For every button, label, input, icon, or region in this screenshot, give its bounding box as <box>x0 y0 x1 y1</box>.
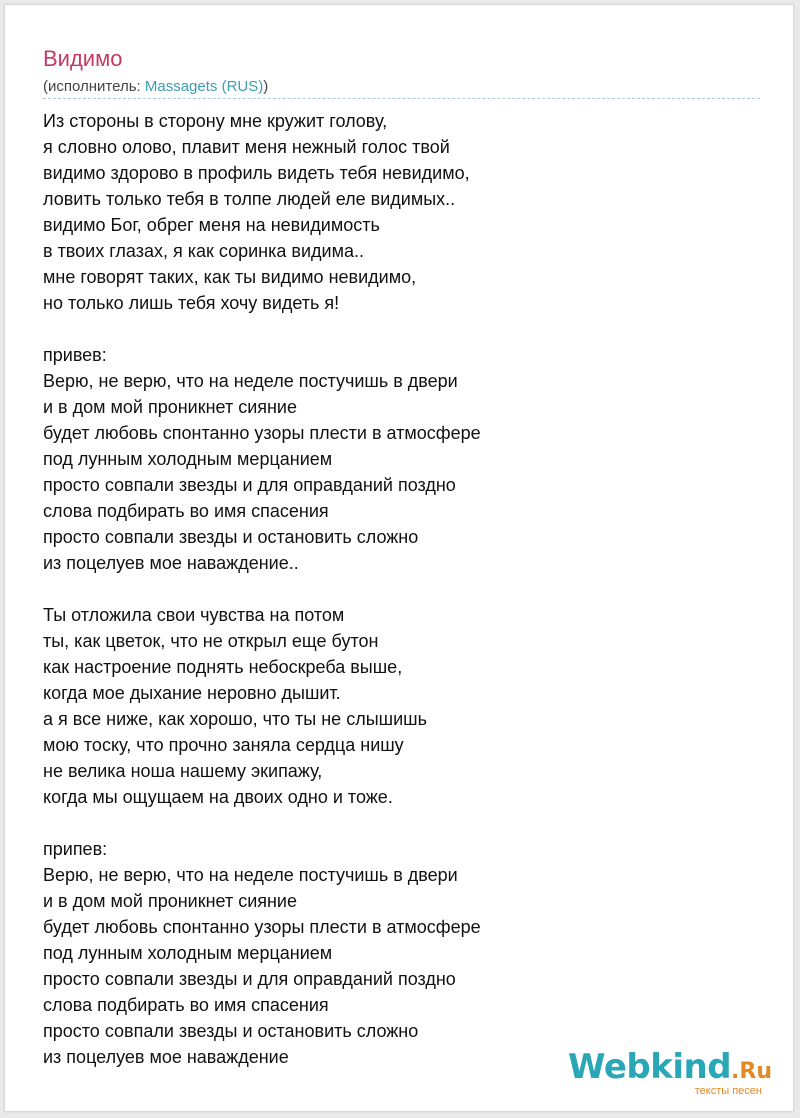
lyric-line: и в дом мой проникнет сияние <box>43 397 297 417</box>
lyric-line: Верю, не верю, что на неделе постучишь в двери <box>43 865 458 885</box>
lyric-line: и в дом мой проникнет сияние <box>43 891 297 911</box>
lyric-line: ты, как цветок, что не открыл еще бутон <box>43 631 379 651</box>
lyric-line: видимо здорово в профиль видеть тебя невидимо, <box>43 163 470 183</box>
lyric-line: слова подбирать во имя спасения <box>43 501 329 521</box>
lyric-line: мне говорят таких, как ты видимо невидимо, <box>43 267 417 287</box>
logo-brand: Webkind <box>568 1047 732 1087</box>
lyric-line: а я все ниже, как хорошо, что ты не слышишь <box>43 709 427 729</box>
lyric-line: но только лишь тебя хочу видеть я! <box>43 293 340 313</box>
lyrics-text <box>43 108 753 1070</box>
blank-line <box>43 316 753 342</box>
lyric-line: в твоих глазах, я как соринка видима.. <box>43 241 364 261</box>
lyric-line: Из стороны в сторону мне кружит голову, <box>43 111 388 131</box>
lyric-line: припев: <box>43 839 108 859</box>
lyric-line: не велика ноша нашему экипажу, <box>43 761 323 781</box>
lyric-line: будет любовь спонтанно узоры плести в атмосфере <box>43 917 481 937</box>
lyric-line: просто совпали звезды и остановить сложно <box>43 1021 419 1041</box>
artist-prefix: (исполнитель: <box>43 78 145 95</box>
lyric-line: когда мы ощущаем на двоих одно и тоже. <box>43 787 393 807</box>
lyric-line: из поцелуев мое наваждение.. <box>43 553 299 573</box>
lyric-line: из поцелуев мое наваждение <box>43 1047 289 1067</box>
lyric-line: видимо Бог, обрег меня на невидимость <box>43 215 380 235</box>
lyric-line: будет любовь спонтанно узоры плести в атмосфере <box>43 423 481 443</box>
lyric-line: как настроение поднять небоскреба выше, <box>43 657 403 677</box>
lyric-line: просто совпали звезды и для оправданий поздно <box>43 475 456 495</box>
logo-tagline: тексты песен <box>694 1085 762 1097</box>
song-title: Видимо <box>43 46 123 71</box>
lyric-line: Верю, не верю, что на неделе постучишь в двери <box>43 371 458 391</box>
webkind-logo <box>568 1047 772 1087</box>
lyric-line: ловить только тебя в толпе людей еле видимых.. <box>43 189 456 209</box>
artist-line <box>43 77 268 97</box>
title-divider <box>43 98 760 99</box>
lyric-line: под лунным холодным мерцанием <box>43 943 333 963</box>
lyric-line: просто совпали звезды и для оправданий поздно <box>43 969 456 989</box>
blank-line <box>43 576 753 602</box>
lyric-line: просто совпали звезды и остановить сложно <box>43 527 419 547</box>
artist-suffix: ) <box>263 78 269 95</box>
lyric-line: под лунным холодным мерцанием <box>43 449 333 469</box>
blank-line <box>43 810 753 836</box>
artist-link[interactable]: Massagets (RUS) <box>144 78 264 95</box>
lyric-line: когда мое дыхание неровно дышит. <box>43 683 341 703</box>
lyric-line: Ты отложила свои чувства на потом <box>43 605 345 625</box>
lyric-line: слова подбирать во имя спасения <box>43 995 329 1015</box>
lyric-line: мою тоску, что прочно заняла сердца нишу <box>43 735 404 755</box>
lyrics-page <box>4 4 794 1112</box>
lyric-line: я словно олово, плавит меня нежный голос твой <box>43 137 450 157</box>
logo-tld: .Ru <box>731 1059 772 1084</box>
lyric-line: привев: <box>43 345 107 365</box>
